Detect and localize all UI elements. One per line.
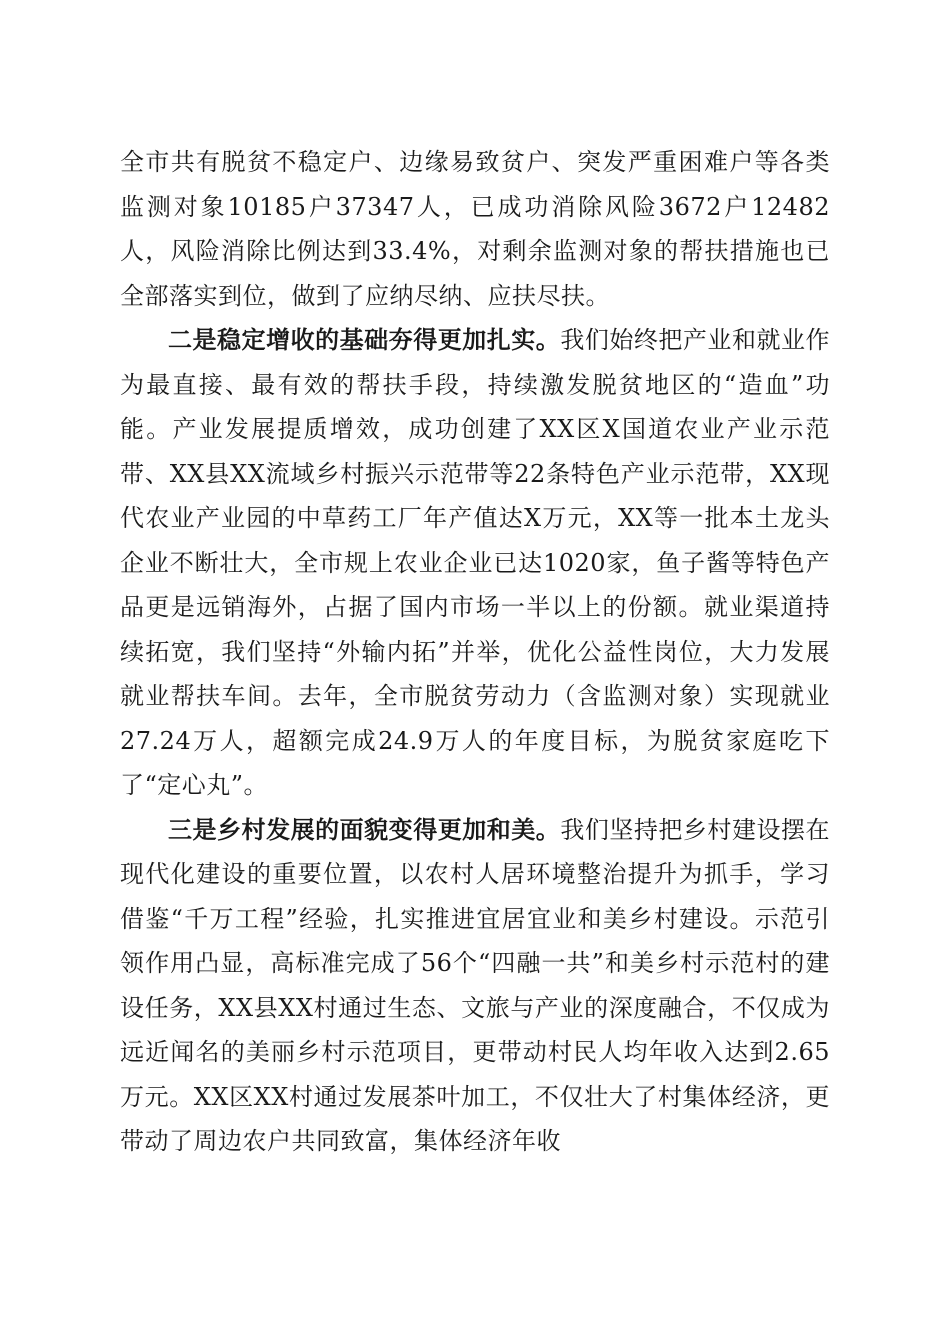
paragraph-2-text: 我们始终把产业和就业作为最直接、最有效的帮扶手段，持续激发脱贫地区的“造血”功能。产业发展提质增效，成功创建了XX区X国道农业产业示范带、XX县XX流域乡村振兴示范带等22条特色产业示范带，XX现代农业产业园的中草药工厂年产值达X万元，XX等一批本土龙头企业不断壮大，全市规上农业企业已达1020家，鱼子酱等特色产品更是远销海外，占据了国内市场一半以上的份额。就业渠道持续拓宽，我们坚持“外输内拓”并举，优化公益性岗位，大力发展就业帮扶车间。去年，全市脱贫劳动力（含监测对象）实现就业27.24万人，超额完成24.9万人的年度目标，为脱贫家庭吃下了“定心丸”。 — [120, 326, 831, 799]
paragraph-1 — [120, 140, 830, 318]
paragraph-3-text: 我们坚持把乡村建设摆在现代化建设的重要位置，以农村人居环境整治提升为抓手，学习借鉴“千万工程”经验，扎实推进宜居宜业和美乡村建设。示范引领作用凸显，高标准完成了56个“四融一共”和美乡村示范村的建设任务，XX县XX村通过生态、文旅与产业的深度融合，不仅成为远近闻名的美丽乡村示范项目，更带动村民人均年收入达到2.65万元。XX区XX村通过发展茶叶加工，不仅壮大了村集体经济，更带动了周边农户共同致富，集体经济年收 — [120, 815, 831, 1155]
paragraph-2-lead: 二是稳定增收的基础夯得更加扎实。 — [168, 325, 561, 354]
paragraph-3 — [120, 808, 830, 1164]
paragraph-1-text: 全市共有脱贫不稳定户、边缘易致贫户、突发严重困难户等各类监测对象10185户37347人，已成功消除风险3672户12482人，风险消除比例达到33.4%，对剩余监测对象的帮扶措施也已全部落实到位，做到了应纳尽纳、应扶尽扶。 — [120, 148, 830, 310]
document-body — [120, 140, 830, 1164]
paragraph-2 — [120, 318, 830, 808]
paragraph-3-lead: 三是乡村发展的面貌变得更加和美。 — [168, 814, 561, 844]
